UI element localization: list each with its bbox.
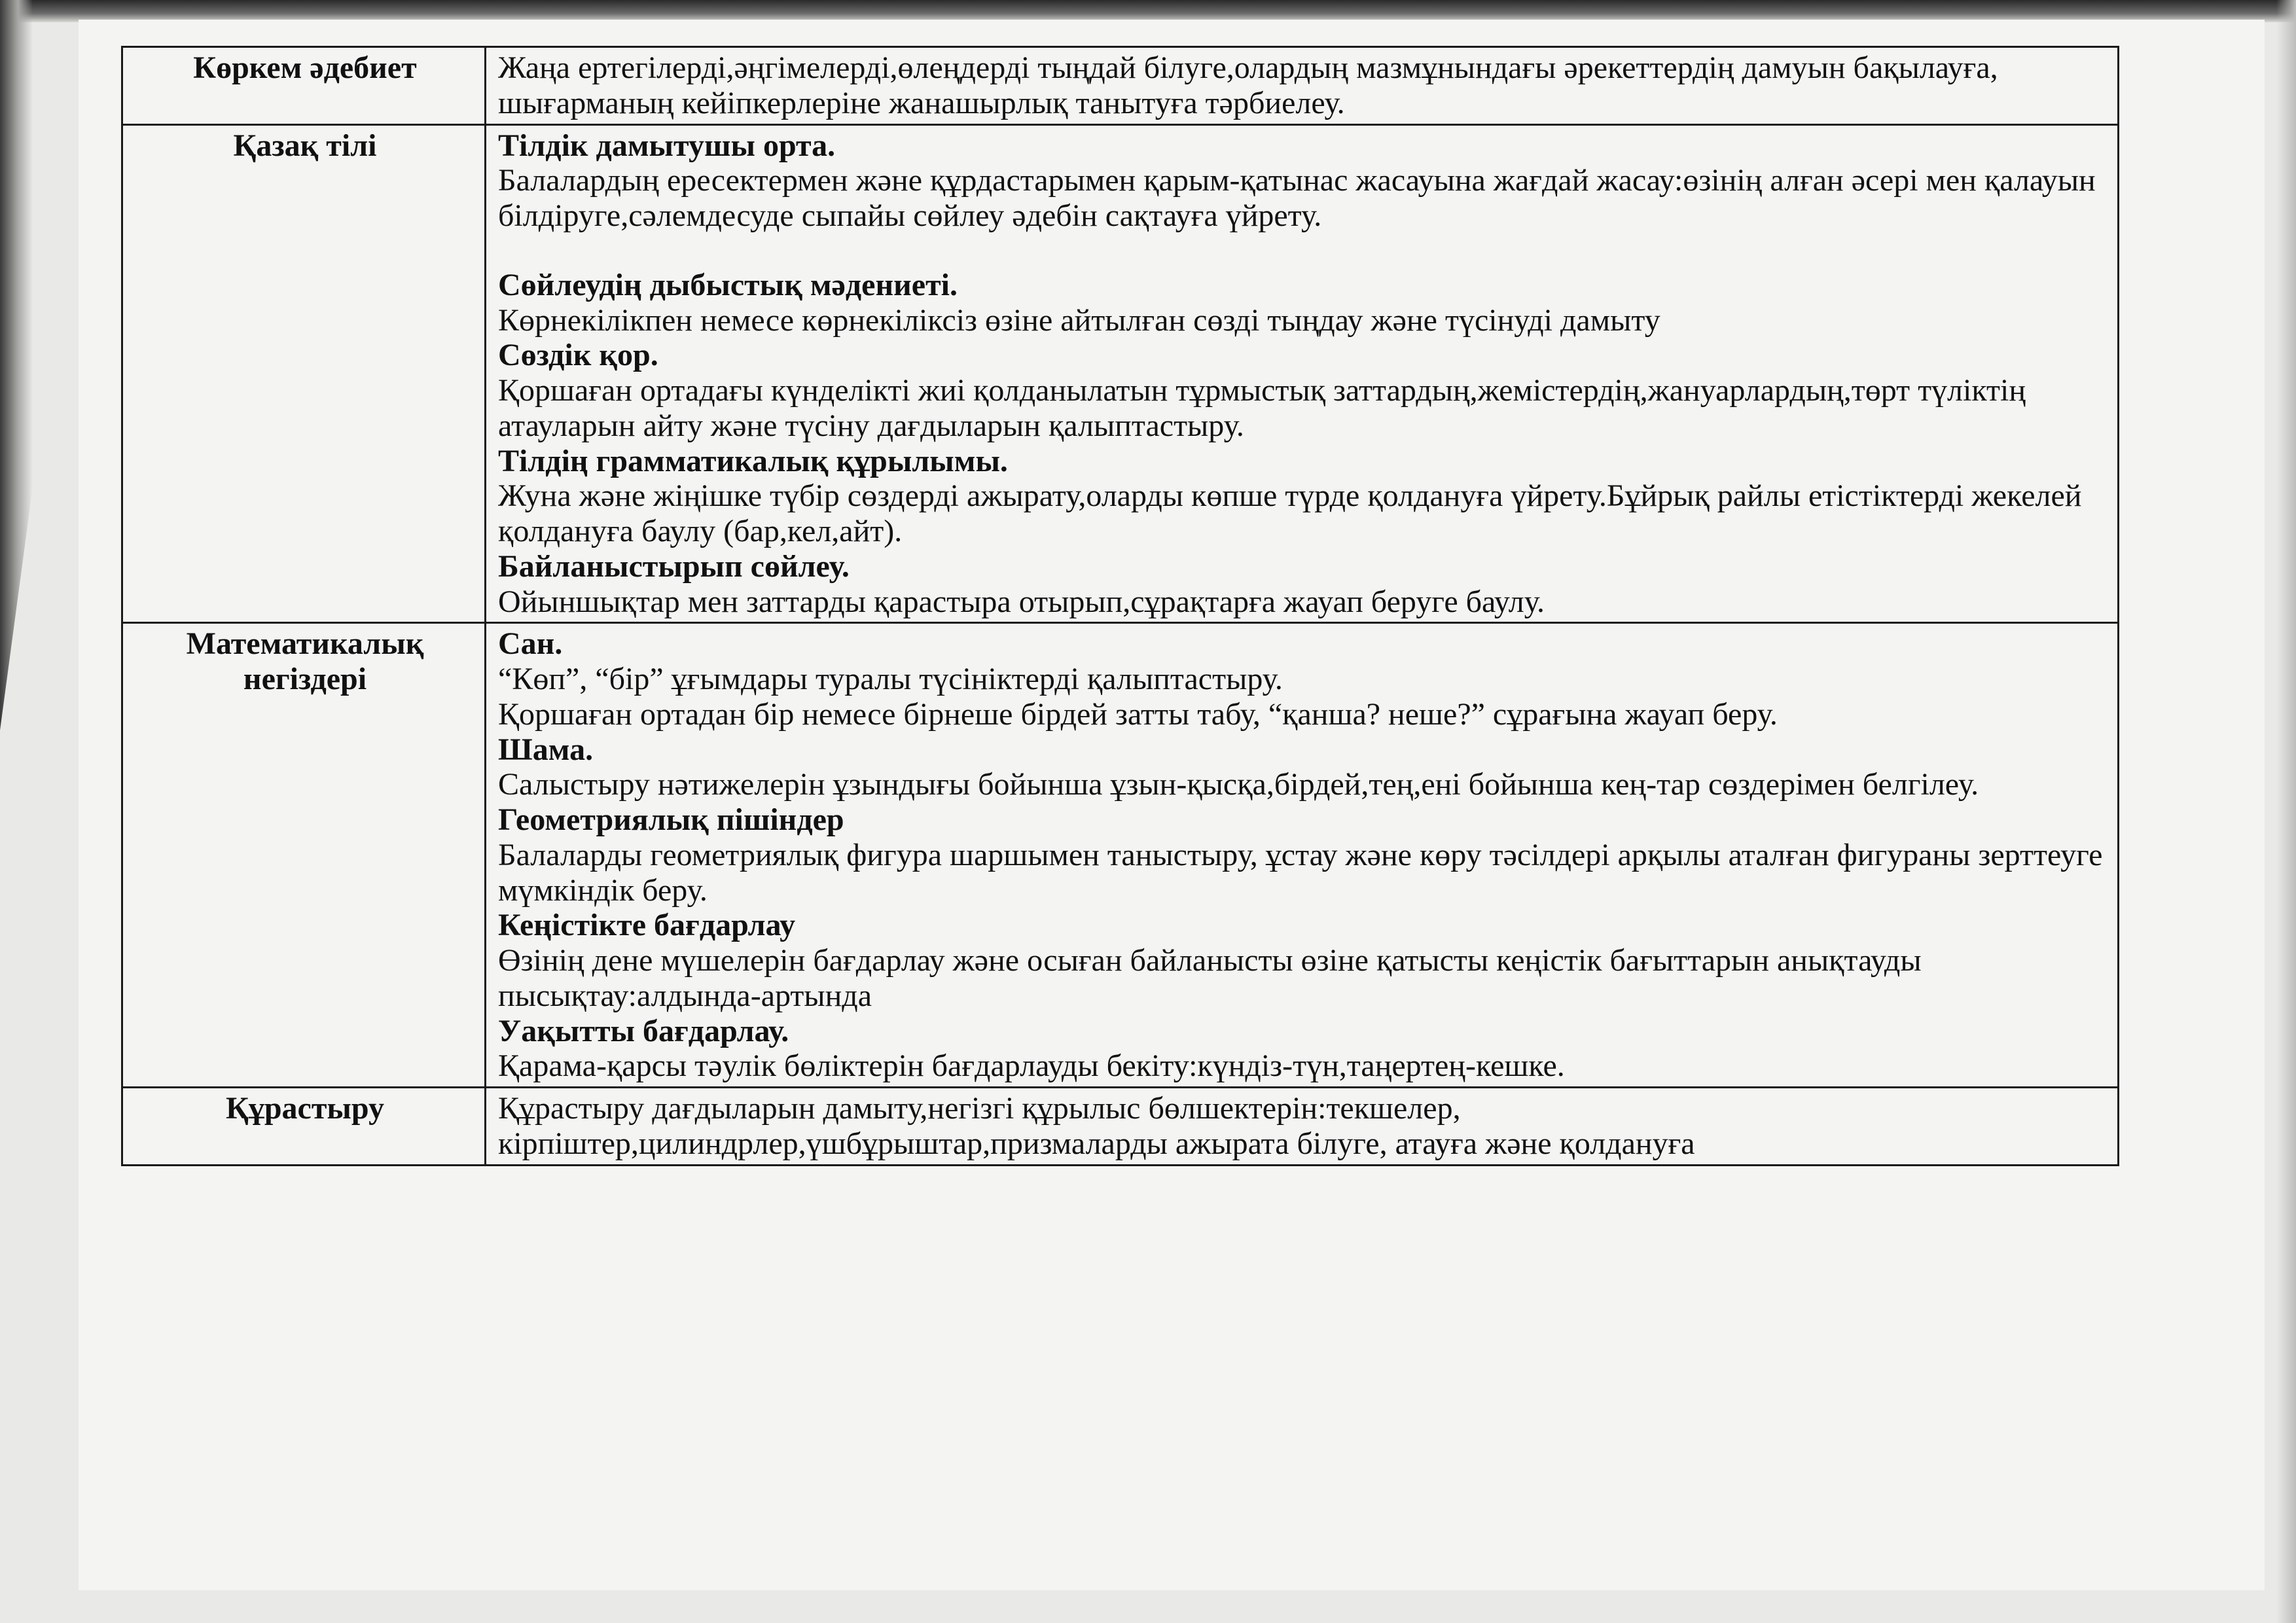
content-text: Балалардың ересектермен және құрдастарымен қарым-қатынас жасауына жағдай жасау:өзінің алған әсері мен қалауын білдіруге,сәлемдесуде сыпайы сөйлеу әдебін сақтауға үйрету. (498, 163, 2096, 233)
content-cell (486, 623, 2119, 1088)
section-heading: Сан. (498, 626, 563, 662)
section-heading: Байланыстырып сөйлеу. (498, 548, 850, 584)
section-heading: Шама. (498, 732, 594, 767)
curriculum-table (121, 46, 2119, 1166)
content-text: Балаларды геометриялық фигура шаршымен таныстыру, ұстау және көру тәсілдері арқылы аталған фигураны зерттеуге мүмкіндік беру. (498, 837, 2103, 908)
subject-cell: Құрастыру (122, 1088, 486, 1166)
section-heading: Тілдік дамытушы орта. (498, 128, 836, 163)
content-clip (498, 1091, 2108, 1162)
content-text: Ойыншықтар мен заттарды қарастыра отырып,сұрақтарға жауап беруге баулу. (498, 584, 1545, 619)
section-heading: Тілдің грамматикалық құрылымы. (498, 443, 1008, 478)
subject-cell: Қазақ тілі (122, 124, 486, 623)
content-text: Өзінің дене мүшелерін бағдарлау және осыған байланысты өзіне қатысты кеңістік бағыттарын анықтауды пысықтау:алдында-артында (498, 943, 1922, 1013)
content-text: Қарама-қарсы тәулік бөліктерін бағдарлауды бекіту:күндіз-түн,таңертең-кешке. (498, 1048, 1565, 1084)
section-heading: Кеңістікте бағдарлау (498, 908, 796, 943)
content-text: Қоршаған ортадағы күнделікті жиі қолданылатын тұрмыстық заттардың,жемістердің,жануарлардың,төрт түліктің атауларын айту және түсіну дағдыларын қалыптастыру. (498, 373, 2026, 443)
scanned-page (79, 20, 2265, 1590)
subject-cell: Математикалық негіздері (122, 623, 486, 1088)
section-heading: Геометриялық пішіндер (498, 802, 844, 837)
content-text: Жаңа ертегілерді,әңгімелерді,өлеңдерді тыңдай білуге,олардың мазмұнындағы әрекеттердің дамуын бақылауға, шығарманың кейіпкерлеріне жанашырлық танытуға тәрбиелеу. (498, 50, 1998, 120)
section-heading: Уақытты бағдарлау. (498, 1013, 789, 1048)
content-text: Қоршаған ортадан бір немесе бірнеше бірдей затты табу, “қанша? неше?” сұрағына жауап беру. (498, 696, 1778, 732)
table-row-math-basics (122, 623, 2119, 1088)
content-text: Салыстыру нәтижелерін ұзындығы бойынша ұзын-қысқа,бірдей,тең,ені бойынша кең-тар сөздерімен белгілеу. (498, 767, 1979, 802)
subject-cell: Көркем әдебиет (122, 47, 486, 125)
content-cell (486, 47, 2119, 125)
table-row-literature (122, 47, 2119, 125)
scanner-shadow-right (2276, 0, 2296, 1623)
content-text: Көрнекілікпен немесе көрнекіліксіз өзіне айтылған сөзді тыңдау және түсінуді дамыту (498, 302, 1660, 338)
section-heading: Сөздік қор. (498, 338, 658, 373)
content-text: “Көп”, “бір” ұғымдары туралы түсініктерді қалыптастыру. (498, 662, 1283, 696)
table-row-construction (122, 1088, 2119, 1166)
table-row-kazakh-language (122, 124, 2119, 623)
content-text: Жуна және жіңішке түбір сөздерді ажырату,оларды көпше түрде қолдануға үйрету.Бұйрық райлы етістіктерді жекелей қолдануға баулу (бар,кел,айт). (498, 478, 2082, 548)
scanner-shadow-left (0, 0, 33, 1623)
section-heading: Сөйлеудің дыбыстық мәдениеті. (498, 267, 958, 302)
content-text: Құрастыру дағдыларын дамыту,негізгі құрылыс бөлшектерін:текшелер, кірпіштер,цилиндрлер,үшбұрыштар,призмаларды ажырата білуге, атауға және қолдануға (498, 1091, 1695, 1161)
scanner-shadow-top (0, 0, 2296, 22)
content-cell (486, 124, 2119, 623)
content-cell (486, 1088, 2119, 1166)
